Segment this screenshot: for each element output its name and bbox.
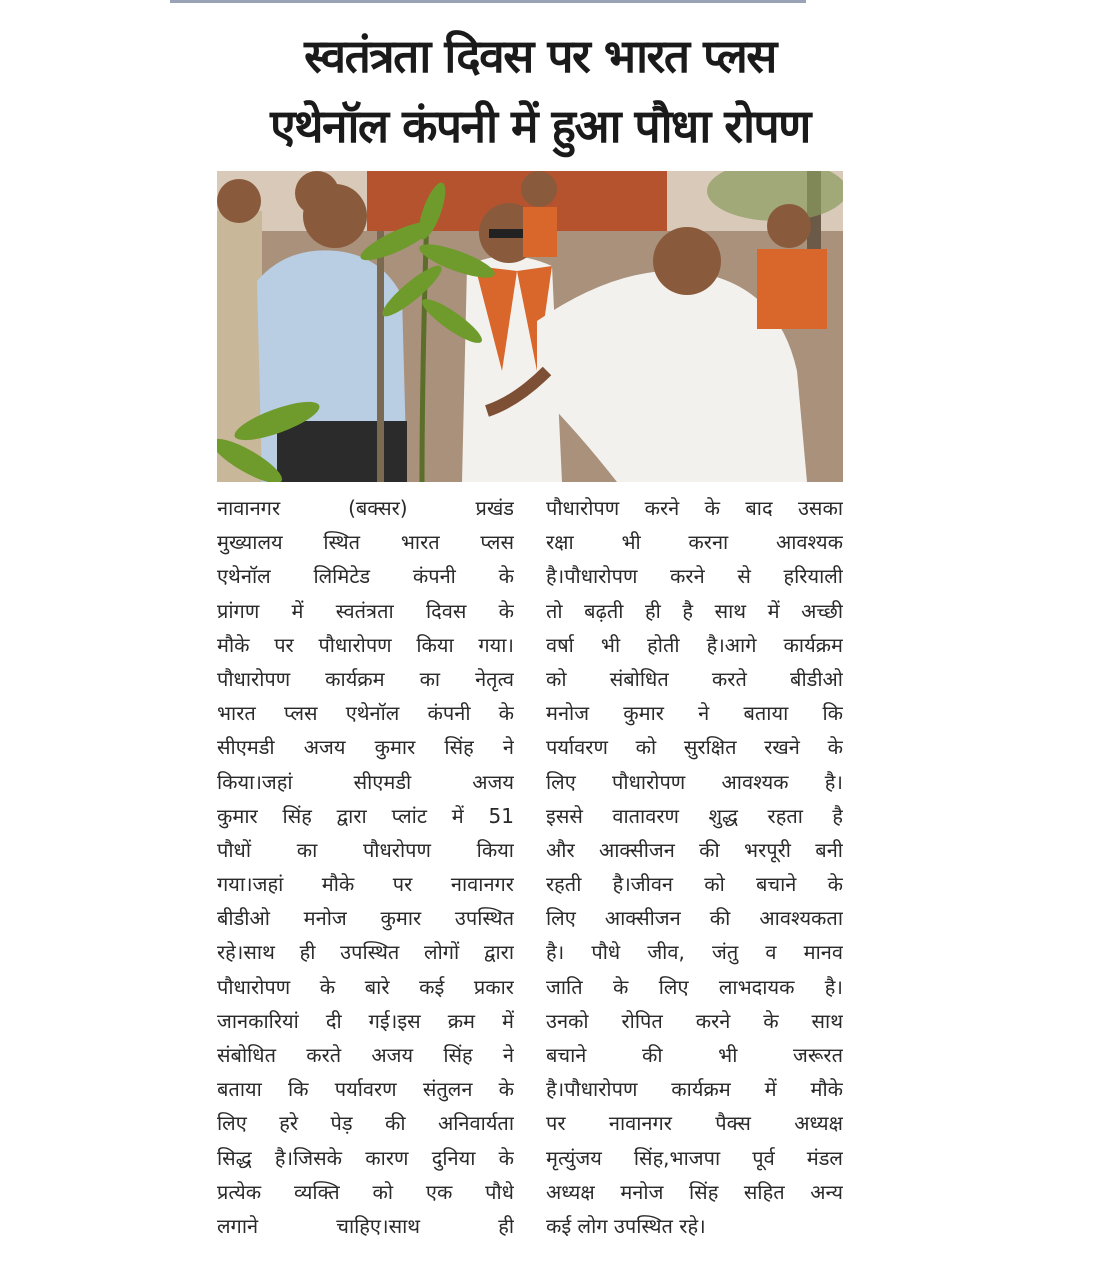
article-line: सिद्ध है।जिसके कारण दुनिया के <box>217 1145 514 1170</box>
article-line: पौधारोपण के बारे कई प्रकार <box>217 974 514 999</box>
article-line: पर नावानगर पैक्स अध्यक्ष <box>546 1111 843 1136</box>
article-line: मुख्यालय स्थित भारत प्लस <box>217 530 514 555</box>
article-line: पौधारोपण करने के बाद उसका <box>546 496 843 520</box>
article-line: लगाने चाहिए।साथ ही <box>217 1213 514 1238</box>
article-line: और आक्सीजन की भरपूरी बनी <box>546 837 843 862</box>
article-line: लिए आक्सीजन की आवश्यकता <box>546 906 843 931</box>
article-line: है।पौधारोपण कार्यक्रम में मौके <box>546 1077 843 1102</box>
article-line: वर्षा भी होती है।आगे कार्यक्रम <box>546 632 843 657</box>
article-line: तो बढ़ती ही है साथ में अच्छी <box>546 598 843 623</box>
photo-back-person-body <box>523 207 557 257</box>
photo-stake <box>377 231 384 482</box>
photo-white-kurta-man-head <box>653 227 721 295</box>
headline-line-2: एथेनॉल कंपनी में हुआ पौधा रोपण <box>270 99 810 153</box>
article-line: बताया कि पर्यावरण संतुलन के <box>217 1077 514 1102</box>
article-line: रक्षा भी करना आवश्यक <box>546 530 843 555</box>
top-rule <box>170 0 806 3</box>
article-line: कुमार सिंह द्वारा प्लांट में 51 <box>217 803 514 828</box>
article-column-right <box>546 491 843 1243</box>
photo-blue-shirt-man-trousers <box>277 421 407 482</box>
photo-right-person-body <box>757 249 827 329</box>
article-line: उनको रोपित करने के साथ <box>546 1008 843 1033</box>
article-line: रहे।साथ ही उपस्थित लोगों द्वारा <box>217 940 514 965</box>
article-line: इससे वातावरण शुद्ध रहता है <box>546 803 843 828</box>
article-line: प्रांगण में स्वतंत्रता दिवस के <box>217 598 514 623</box>
article-line: पौधों का पौधरोपण किया <box>217 837 514 862</box>
article-line: गया।जहां मौके पर नावानगर <box>217 872 514 897</box>
article-line: को संबोधित करते बीडीओ <box>546 666 843 691</box>
article-line: अध्यक्ष मनोज सिंह सहित अन्य <box>546 1179 843 1204</box>
article-line: सीएमडी अजय कुमार सिंह ने <box>217 735 514 760</box>
article-line: लिए हरे पेड़ की अनिवार्यता <box>217 1111 514 1136</box>
photo-right-person-head <box>767 204 811 248</box>
photo-back-person-head <box>521 171 557 207</box>
article-line: जाति के लिए लाभदायक है। <box>546 974 843 999</box>
article-line: संबोधित करते अजय सिंह ने <box>217 1043 514 1067</box>
article-line: मृत्युंजय सिंह,भाजपा पूर्व मंडल <box>546 1145 843 1170</box>
article-line: लिए पौधारोपण आवश्यक है। <box>546 769 843 794</box>
article-line: बीडीओ मनोज कुमार उपस्थित <box>217 906 514 931</box>
article-line: है। पौधे जीव, जंतु व मानव <box>546 940 843 965</box>
article-line: भारत प्लस एथेनॉल कंपनी के <box>217 701 514 726</box>
news-photo <box>217 171 843 482</box>
article-line: रहती है।जीवन को बचाने के <box>546 872 843 897</box>
article-line: कई लोग उपस्थित रहे। <box>546 1213 706 1238</box>
headline-line-1: स्वतंत्रता दिवस पर भारत प्लस <box>304 29 776 83</box>
article-line: जानकारियां दी गई।इस क्रम में <box>217 1008 514 1033</box>
article-line: किया।जहां सीएमडी अजय <box>217 769 514 794</box>
article-line: मनोज कुमार ने बताया कि <box>546 701 843 726</box>
article-line: प्रत्येक व्यक्ति को एक पौधे <box>217 1179 514 1204</box>
article-line: है।पौधारोपण करने से हरियाली <box>546 564 843 589</box>
photo-illustration <box>217 171 843 482</box>
article-line: एथेनॉल लिमिटेड कंपनी के <box>217 564 514 589</box>
article-line: पर्यावरण को सुरक्षित रखने के <box>546 735 843 760</box>
article-column-left <box>217 491 514 1243</box>
article-line: बचाने की भी जरूरत <box>546 1043 843 1067</box>
article-line: पौधारोपण कार्यक्रम का नेतृत्व <box>217 666 514 691</box>
photo-bg-person-head <box>295 171 339 215</box>
article-line: मौके पर पौधारोपण किया गया। <box>217 632 514 657</box>
photo-person-left-head <box>217 179 261 223</box>
article-line: नावानगर (बक्सर) प्रखंड <box>217 496 514 520</box>
